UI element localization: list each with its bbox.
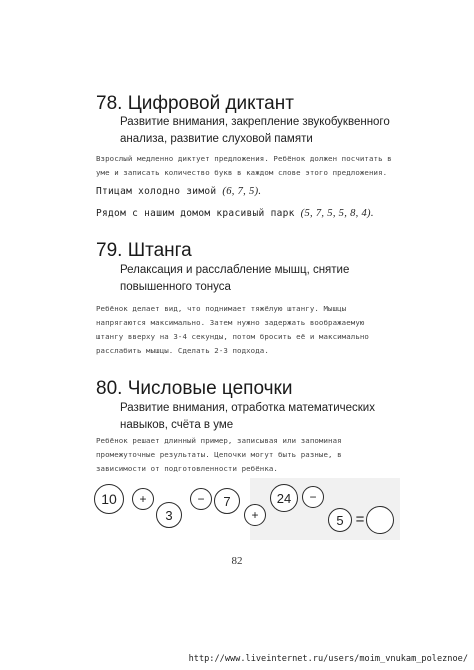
chain-number: 7	[214, 488, 240, 514]
section-80-title: 80. Числовые цепочки	[96, 378, 293, 399]
sentence-numbers: (5, 7, 5, 5, 8, 4).	[300, 208, 374, 219]
chain-number: 10	[94, 484, 124, 514]
number-chain	[90, 476, 400, 546]
dictation-sentence-1	[96, 186, 261, 197]
chain-answer-blank	[366, 506, 394, 534]
chain-equals: =	[355, 510, 365, 528]
chain-operator: −	[302, 486, 324, 508]
section-78-title: 78. Цифровой диктант	[96, 93, 294, 114]
section-80-subtitle: Развитие внимания, отработка математических навыков, счёта в уме	[120, 402, 375, 431]
chain-operator: +	[132, 488, 154, 510]
page-number: 82	[231, 555, 243, 567]
section-78-text: Взрослый медленно диктует предложения. Ребёнок должен посчитать в уме и записать количество букв в каждом слове этого предложения.	[96, 154, 392, 177]
section-78-subtitle: Развитие внимания, закрепление звукобуквенного анализа, развитие слуховой памяти	[120, 116, 390, 145]
section-80-text: Ребёнок решает длинный пример, записывая или запоминая промежуточные результаты. Цепочки могут быть разные, в зависимости от подготовленности ребёнка.	[96, 436, 342, 473]
chain-number: 5	[328, 508, 352, 532]
chain-number: 3	[156, 502, 182, 528]
chain-operator: +	[244, 504, 266, 526]
sentence-text: Рядом с нашим домом красивый парк	[96, 208, 301, 219]
sentence-numbers: (6, 7, 5).	[222, 186, 262, 197]
chain-number: 24	[270, 484, 298, 512]
section-79-title: 79. Штанга	[96, 240, 192, 261]
sentence-text: Птицам холодно зимой	[96, 186, 223, 197]
chain-operator: −	[190, 488, 212, 510]
section-79-text: Ребёнок делает вид, что поднимает тяжёлую штангу. Мышцы напрягаются максимально. Затем нужно задержать воображаемую штангу вверху на 3-4 секунды, потом бросить её и максимально расслабить мышцы. Сделать 2-3 подхода.	[96, 304, 369, 355]
dictation-sentence-2	[96, 208, 374, 219]
source-url: http://www.liveinternet.ru/users/moim_vnukam_poleznoe/	[188, 654, 468, 664]
section-79-subtitle: Релаксация и расслабление мышц, снятие повышенного тонуса	[120, 264, 350, 293]
